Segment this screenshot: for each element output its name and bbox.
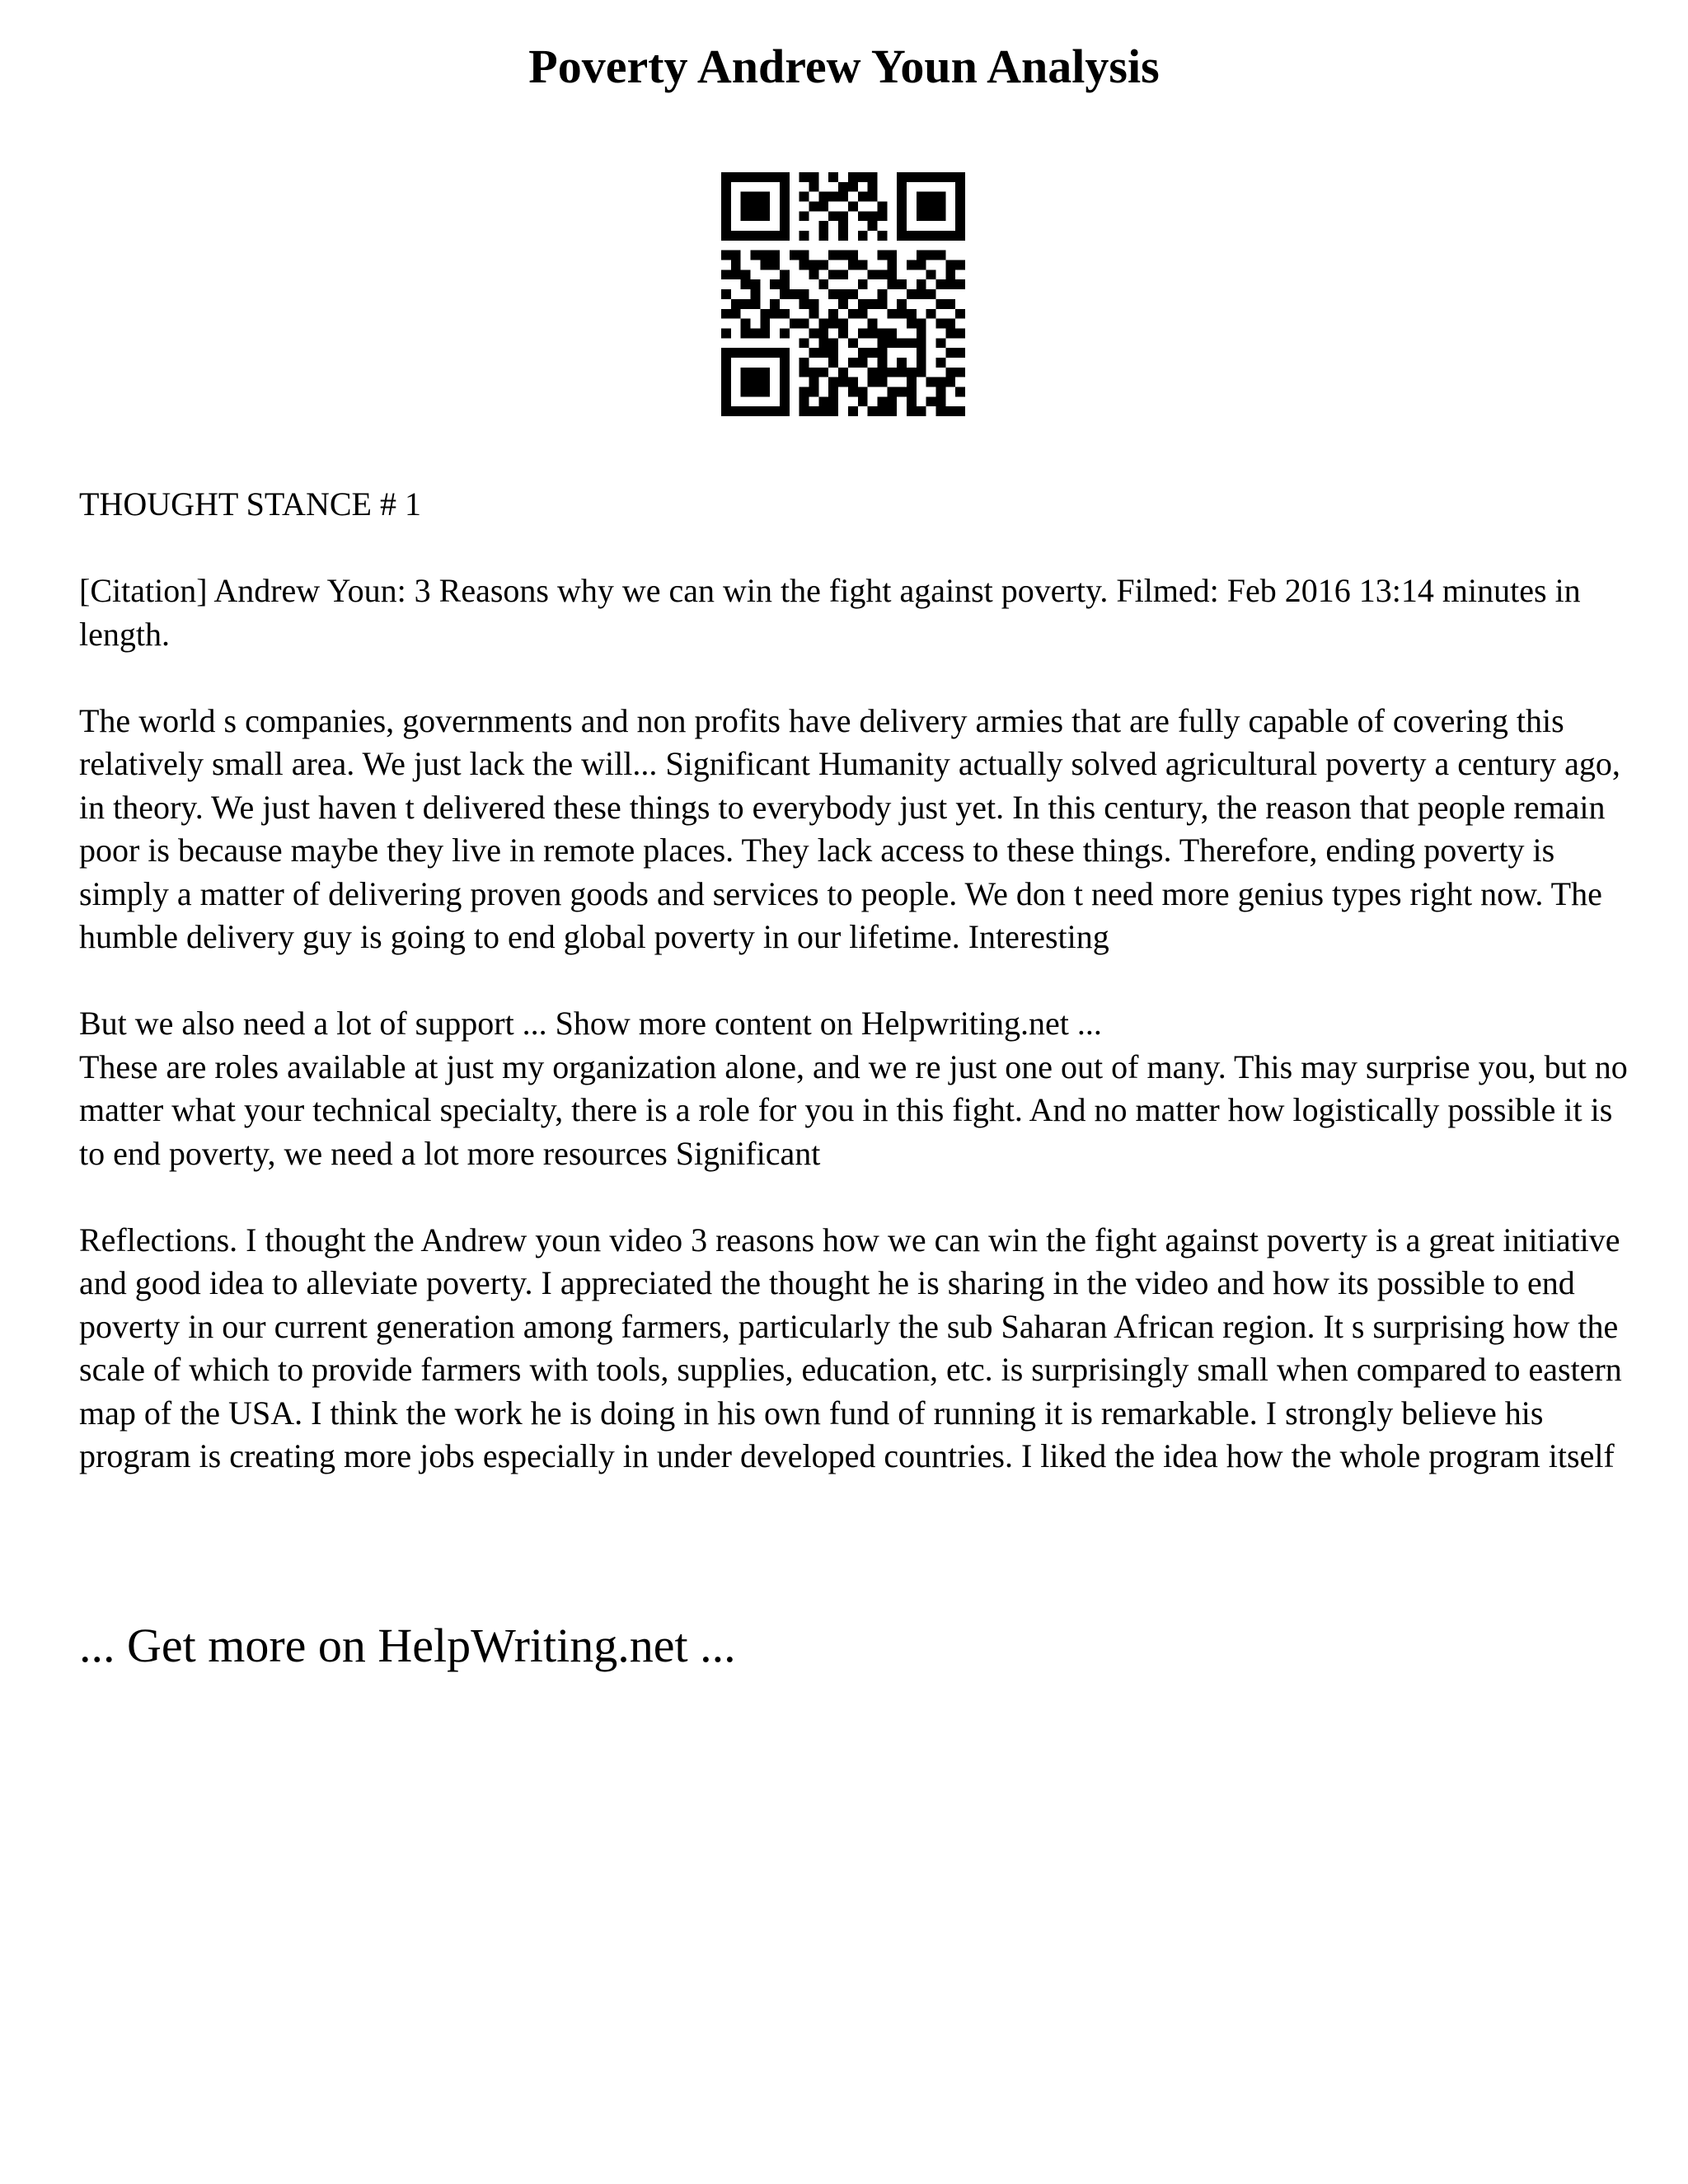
qr-code-icon [721,172,965,416]
body-paragraph-2: These are roles available at just my organization alone, and we re just one out of many. This may surprise you, but no matter what your technical specialty, there is a role for you in this fight. And no matter how logistically possible it is to end poverty, we need a lot more resources Significant [79,1047,1628,1172]
body-paragraph-3: Reflections. I thought the Andrew youn video 3 reasons how we can win the fight against poverty is a great initiative and good idea to alleviate poverty. I appreciated the thought he is sharing in the video and how its possible to end poverty in our current generation among farmers, particularly the sub Saharan African region. It s surprising how the scale of which to provide farmers with tools, supplies, education, etc. is surprisingly small when compared to eastern map of the USA. I think the work he is doing in his own fund of running it is remarkable. I strongly believe his program is creating more jobs especially in under developed countries. I liked the idea how the whole program itself [79,1221,1622,1474]
section-heading: THOUGHT STANCE # 1 [79,485,421,523]
show-more-line[interactable]: But we also need a lot of support ... Show more content on Helpwriting.net ... [79,1005,1102,1042]
document-body [79,483,1629,1521]
get-more-link[interactable]: ... Get more on HelpWriting.net ... [79,1619,736,1672]
page-title: Poverty Andrew Youn Analysis [528,40,1160,93]
citation-paragraph: [Citation] Andrew Youn: 3 Reasons why we can win the fight against poverty. Filmed: Feb 2016 13:14 minutes in length. [79,572,1581,653]
body-paragraph-1: The world s companies, governments and non profits have delivery armies that are fully capable of covering this relatively small area. We just lack the will... Significant Humanity actually solved agricultural poverty a century ago, in theory. We just haven t delivered these things to everybody just yet. In this century, the reason that people remain poor is because maybe they live in remote places. They lack access to these things. Therefore, ending poverty is simply a matter of delivering proven goods and services to people. We don t need more genius types right now. The humble delivery guy is going to end global poverty in our lifetime. Interesting [79,701,1620,955]
